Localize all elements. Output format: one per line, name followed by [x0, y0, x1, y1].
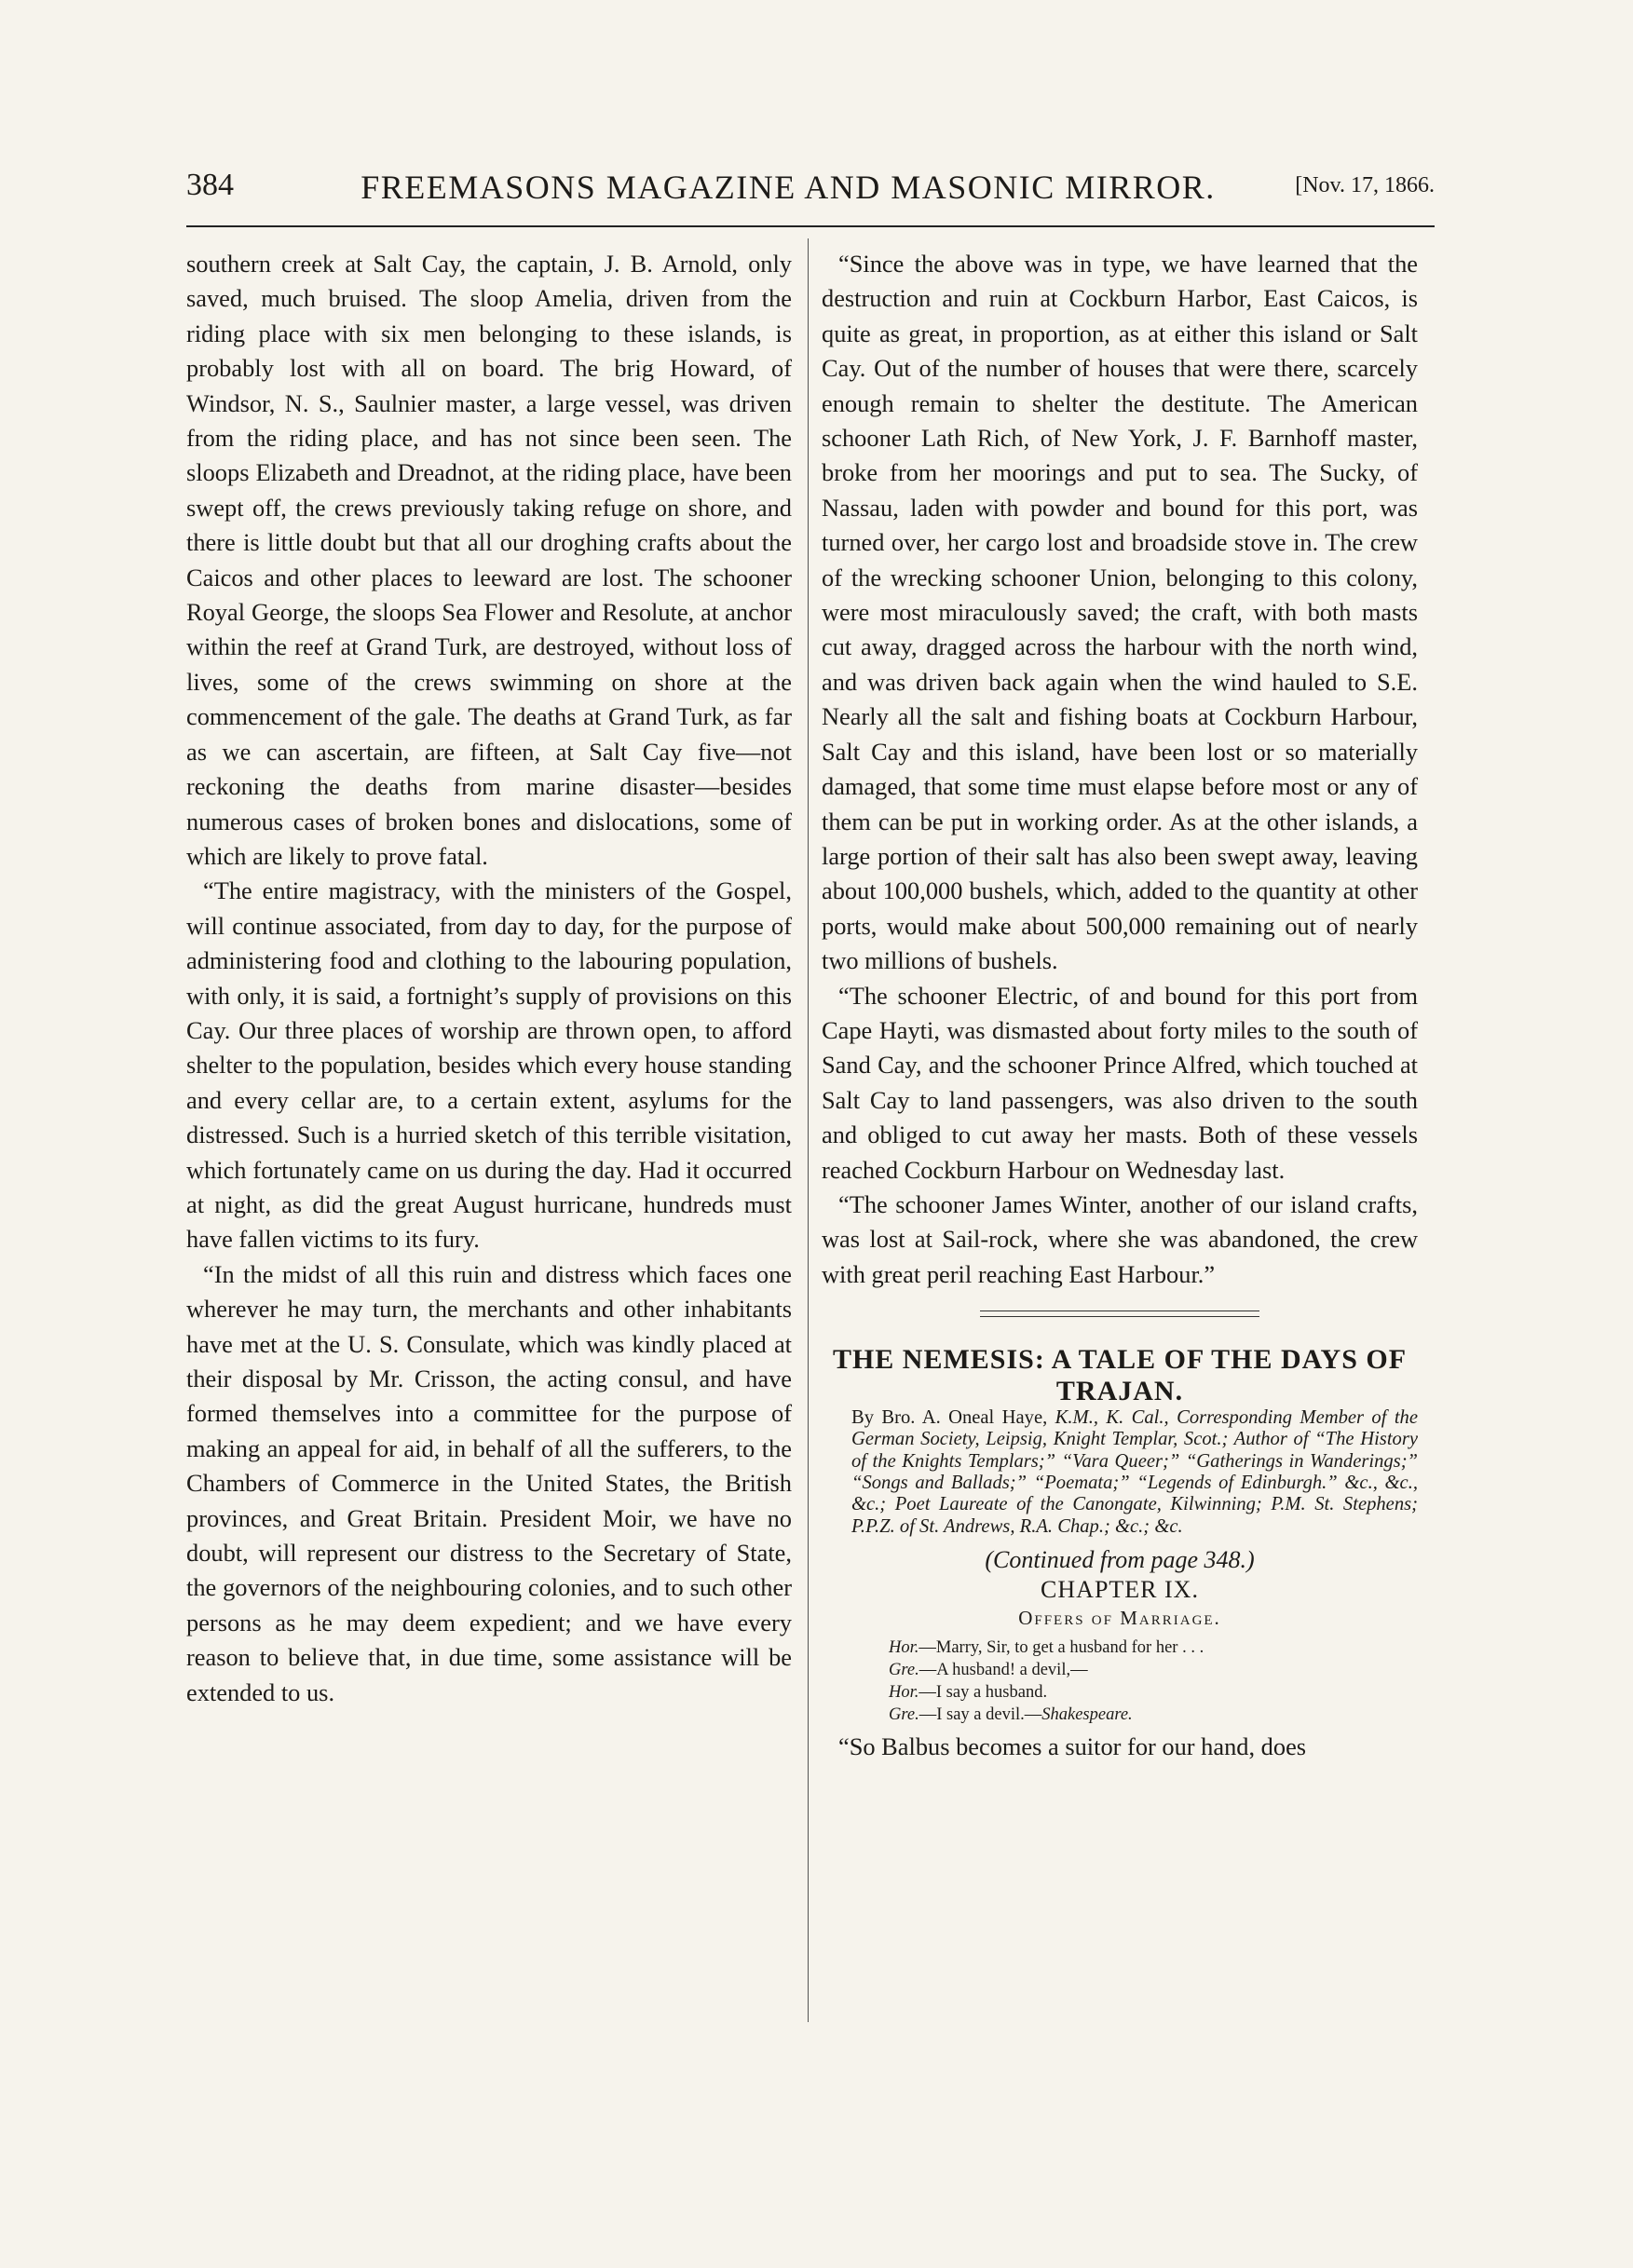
epigraph-speaker: Gre. [889, 1704, 919, 1724]
chapter-heading: CHAPTER IX. [1041, 1575, 1199, 1603]
epigraph-attribution: Shakespeare. [1041, 1704, 1133, 1724]
epigraph-text: —I say a devil.— [919, 1704, 1042, 1724]
left-paragraph-1: southern creek at Salt Cay, the captain, J. B. Arnold, only saved, much bruised. The sloop Amelia, driven from the riding place with six men belonging to these islands, is probably lost with all on board. The brig Howard, of Windsor, N. S., Saulnier master, a large vessel, was driven from the riding place, and has not since been seen. The sloops Elizabeth and Dreadnot, at the riding place, have been swept off, the crews previously taking refuge on shore, and there is little doubt but that all our droghing crafts about the Caicos and other places to leeward are lost. The schooner Royal George, the sloops Sea Flower and Resolute, at anchor within the reef at Grand Turk, are destroyed, without loss of lives, some of the crews swimming on shore at the commencement of the gale. The deaths at Grand Turk, as far as we can ascertain, are fifteen, at Salt Cay five—not reckoning the deaths from marine disaster—besides numerous cases of broken bones and dislocations, some of which are likely to prove fatal. [186, 250, 792, 870]
left-column [186, 247, 792, 1710]
right-paragraph-2: “The schooner Electric, of and bound for this port from Cape Hayti, was dismasted about forty miles to the south of Sand Cay, and the schooner Prince Alfred, which touched at Salt Cay to land passengers, was also driven to the south and obliged to cut away her masts. Both of these vessels reached Cockburn Harbour on Wednesday last. [822, 981, 1418, 1184]
left-paragraph-3: “In the midst of all this ruin and distress which faces one wherever he may turn, the merchants and other inhabitants have met at the U. S. Consulate, which was kindly placed at their disposal by Mr. Crisson, the acting consul, and have formed themselves into a committee for the purpose of making an appeal for aid, in behalf of all the sufferers, to the Chambers of Commerce in the United States, the British provinces, and Great Britain. President Moir, we have no doubt, will represent our distress to the Secretary of State, the governors of the neighbouring colonies, and to such other persons as he may deem expedient; and we have every reason to believe that, in due time, some assistance will be extended to us. [186, 1259, 792, 1706]
byline [822, 1407, 1418, 1538]
story-divider [980, 1311, 1259, 1318]
right-paragraph-3: “The schooner James Winter, another of our island crafts, was lost at Sail-rock, where she was abandoned, the crew with great peril reaching East Harbour.” [822, 1189, 1418, 1288]
byline-author: By Bro. A. Oneal Haye, [851, 1407, 1048, 1429]
chapter-opening-line: “So Balbus becomes a suitor for our hand, does [838, 1732, 1307, 1760]
epigraph-text: —I say a husband. [919, 1682, 1048, 1702]
epigraph-text: —Marry, Sir, to get a husband for her . . . [919, 1637, 1204, 1657]
page-number: 384 [186, 168, 234, 202]
left-paragraph-2: “The entire magistracy, with the ministers of the Gospel, will continue associated, from day to day, for the purpose of administering food and clothing to the labouring population, with only, it is said, a fortnight’s supply of provisions on this Cay. Our three places of worship are thrown open, to afford shelter to the population, besides which every house standing and every cellar are, to a certain extent, asylums for the distressed. Such is a hurried sketch of this terrible visitation, which fortunately came on us during the day. Had it occurred at night, as did the great August hurricane, hundreds must have fallen victims to its fury. [186, 876, 792, 1254]
epigraph-line [889, 1681, 1418, 1704]
epigraph-text: —A husband! a devil,— [919, 1660, 1088, 1679]
continued-note: (Continued from page 348.) [985, 1545, 1255, 1573]
column-divider [808, 238, 809, 2022]
epigraph-line [889, 1636, 1418, 1659]
epigraph-line [889, 1659, 1418, 1681]
epigraph-speaker: Gre. [889, 1660, 919, 1679]
issue-date: [Nov. 17, 1866. [1295, 173, 1435, 197]
right-paragraph-1: “Since the above was in type, we have learned that the destruction and ruin at Cockburn Harbor, East Caicos, is quite as great, in proportion, as at either this island or Salt Cay. Out of the number of houses that were there, scarcely enough remain to shelter the destitute. The American schooner Lath Rich, of New York, J. F. Barnhoff master, broke from her moorings and put to sea. The Sucky, of Nassau, laden with powder and bound for this port, was turned over, her cargo lost and broadside stove in. The crew of the wrecking schooner Union, belonging to this colony, were most miraculously saved; the craft, with both masts cut away, dragged across the harbour with the north wind, and was driven back again when the wind hauled to S.E. Nearly all the salt and fishing boats at Cockburn Harbour, Salt Cay and this island, have been lost or so materially damaged, that some time must elapse before most or any of them can be put in working order. As at the other islands, a large portion of their salt has also been swept away, leaving about 100,000 bushels, which, added to the quantity at other ports, would make about 500,000 remaining out of nearly two millions of bushels. [822, 250, 1418, 975]
running-header [186, 168, 1435, 224]
epigraph [889, 1636, 1418, 1726]
epigraph-speaker: Hor. [889, 1682, 919, 1702]
chapter-title: Offers of Marriage. [1018, 1606, 1221, 1629]
byline-credentials: K.M., K. Cal., Corresponding Member of the German Society, Leipsig, Knight Templar, Scot.; Author of “The History of the Knights Templars;” “Vara Queer;” “Gatherings in Wanderings;” “Songs and Ballads;” “Poemata;” “Legends of Edinburgh.” &c., &c., &c.; Poet Laureate of the Canongate, Kilwinning; P.M. St. Stephens; P.P.Z. of St. Andrews, R.A. Chap.; &c.; &c. [851, 1407, 1418, 1537]
epigraph-speaker: Hor. [889, 1637, 919, 1657]
right-column [822, 247, 1418, 1764]
article-title: THE NEMESIS: A TALE OF THE DAYS OF TRAJAN. [832, 1344, 1408, 1407]
header-rule [186, 225, 1435, 227]
running-title: FREEMASONS MAGAZINE AND MASONIC MIRROR. [361, 169, 1216, 206]
epigraph-line [889, 1704, 1418, 1726]
